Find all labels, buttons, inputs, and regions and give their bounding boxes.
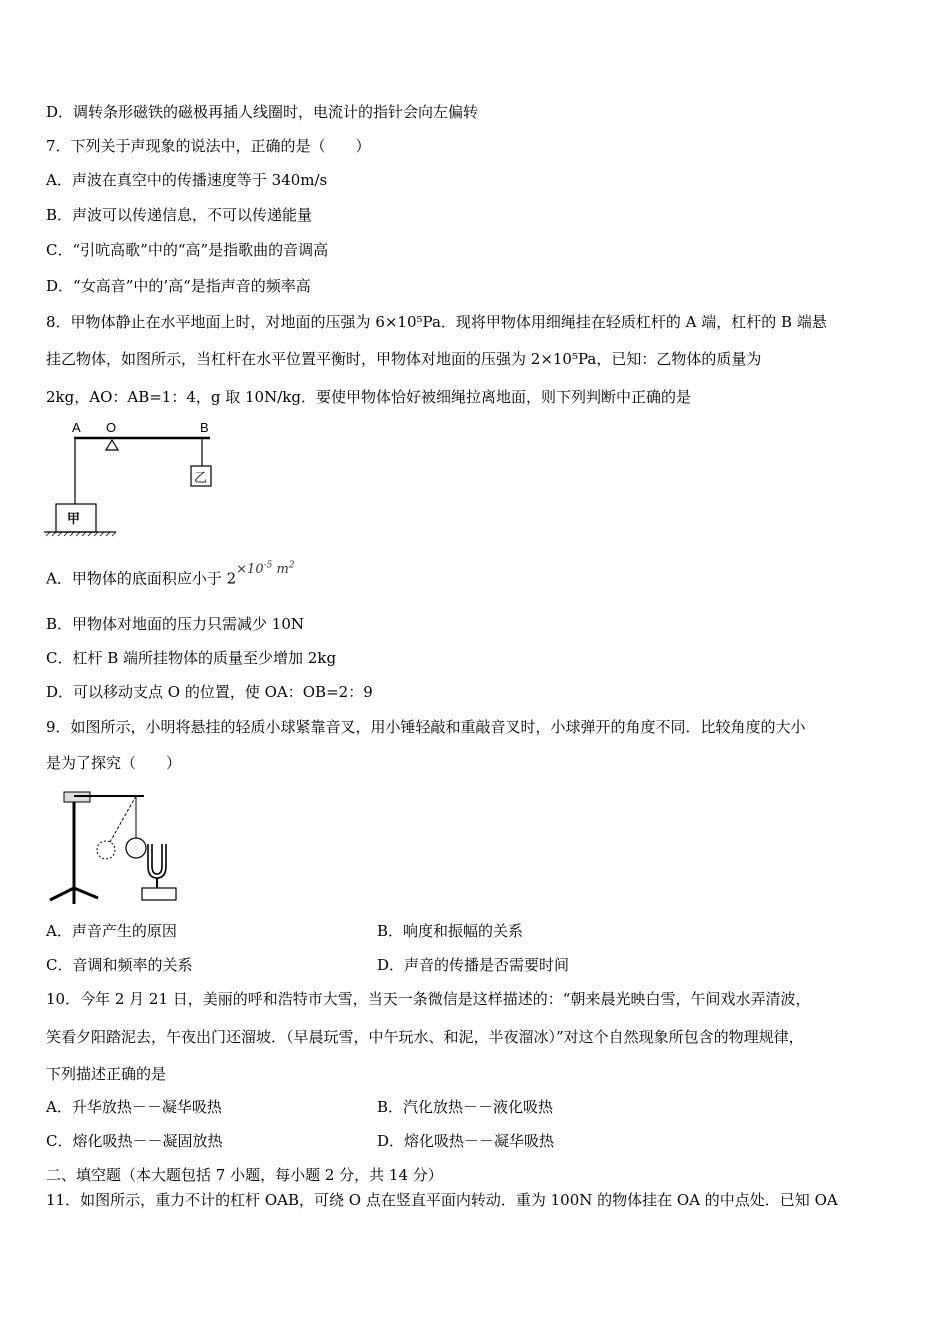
q8-stem-line1: 8．甲物体静止在水平地面上时，对地面的压强为 6×10⁵Pa．现将甲物体用细绳挂在轻质杠杆的 A 端，杠杆的 B 端悬 xyxy=(46,313,827,331)
thread-dashed xyxy=(110,796,136,842)
q10-option-d: D．熔化吸热－－凝华吸热 xyxy=(377,1132,555,1150)
ball-dashed xyxy=(97,841,115,859)
q8-stem-line2: 挂乙物体，如图所示，当杠杆在水平位置平衡时，甲物体对地面的压强为 2×10⁵Pa，已知：乙物体的质量为 xyxy=(46,350,762,368)
q10-option-c: C．熔化吸热－－凝固放热 xyxy=(46,1132,223,1150)
q9-option-d: D．声音的传播是否需要时间 xyxy=(377,956,570,974)
q9-option-a: A．声音产生的原因 xyxy=(46,922,177,940)
stand-base xyxy=(50,888,98,904)
q10-stem-line2: 笑看夕阳踏泥去，午夜出门还溜坡．（早晨玩雪，中午玩水、和泥，半夜溜冰）”对这个自然现象所包含的物理规律， xyxy=(46,1028,804,1046)
fig-label-jia: 甲 xyxy=(67,512,81,527)
lever-figure xyxy=(40,418,240,543)
q8-option-a-math: $\times 10^{-5}$ $m^2$ xyxy=(236,561,295,578)
tuning-fork-figure xyxy=(44,782,194,907)
q9-option-c: C．音调和频率的关系 xyxy=(46,956,193,974)
q9-option-b: B．响度和振幅的关系 xyxy=(377,922,524,940)
q7-option-a: A．声波在真空中的传播速度等于 340m/s xyxy=(46,171,328,189)
fig-label-a: A xyxy=(72,420,81,435)
q10-option-a: A．升华放热－－凝华吸热 xyxy=(46,1098,222,1116)
q9-stem-line1: 9．如图所示，小明将悬挂的轻质小球紧靠音叉，用小锤轻敲和重敲音叉时，小球弹开的角度不同．比较角度的大小 xyxy=(46,718,806,736)
fulcrum xyxy=(106,440,118,450)
q7-option-b: B．声波可以传递信息，不可以传递能量 xyxy=(46,206,313,224)
q10-option-b: B．汽化放热－－液化吸热 xyxy=(377,1098,554,1116)
q8-option-c: C．杠杆 B 端所挂物体的质量至少增加 2kg xyxy=(46,649,337,667)
q8-stem-line3: 2kg，AO：AB=1：4，g 取 10N/kg．要使甲物体恰好被细绳拉离地面，则下列判断中正确的是 xyxy=(46,388,691,406)
fig-label-b: B xyxy=(200,420,209,435)
fig-label-o: O xyxy=(106,420,117,435)
q9-stem-line2: 是为了探究（ ） xyxy=(46,754,182,772)
q8-option-b: B．甲物体对地面的压力只需减少 10N xyxy=(46,615,305,633)
section2-title: 二、填空题（本大题包括 7 小题，每小题 2 分，共 14 分） xyxy=(46,1166,443,1184)
q7-option-c: C．“引吭高歌”中的“高”是指歌曲的音调高 xyxy=(46,241,329,259)
fig-label-yi: 乙 xyxy=(194,471,208,486)
q8-option-d: D．可以移动支点 O 的位置，使 OA：OB=2：9 xyxy=(46,683,373,701)
q10-stem-line3: 下列描述正确的是 xyxy=(46,1065,167,1083)
ball xyxy=(126,838,146,858)
q6-option-d: D．调转条形磁铁的磁极再插人线圈时，电流计的指针会向左偏转 xyxy=(46,103,479,121)
resonance-box xyxy=(142,888,176,900)
q11-stem-line1: 11．如图所示，重力不计的杠杆 OAB，可绕 O 点在竖直平面内转动．重为 100N 的物体挂在 OA 的中点处．已知 OA xyxy=(46,1191,838,1209)
q7-stem: 7．下列关于声现象的说法中，正确的是（ ） xyxy=(46,137,371,155)
q8-option-a xyxy=(46,561,295,590)
q10-stem-line1: 10．今年 2 月 21 日，美丽的呼和浩特市大雪，当天一条微信是这样描述的：“朝来晨光映白雪，午间戏水弄清波， xyxy=(46,990,811,1008)
tuning-fork xyxy=(148,844,166,878)
q7-option-d: D．“女高音”中的’高“是指声音的频率高 xyxy=(46,277,311,295)
q8-option-a-text: A．甲物体的底面积应小于 2 xyxy=(46,569,237,588)
